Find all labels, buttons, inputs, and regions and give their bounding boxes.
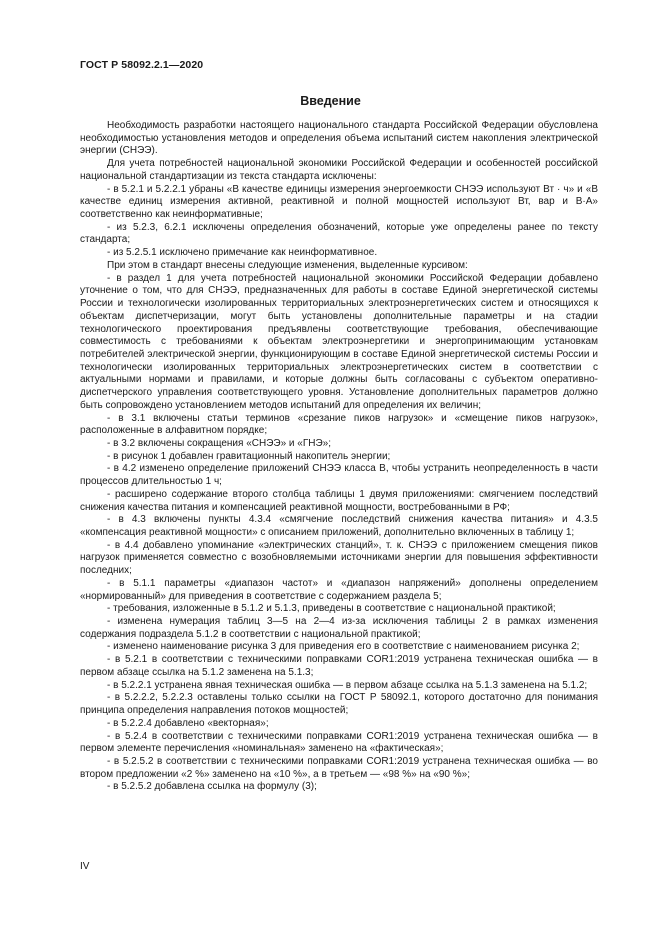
paragraph: Для учета потребностей национальной экономики Российской Федерации и особенностей российской национальной стандартизации из текста стандарта исключены: (80, 158, 598, 182)
list-item: - в раздел 1 для учета потребностей национальной экономики Российской Федерации добавлено уточнение о том, что для СНЭЭ, предназначенных для работы в составе Единой энергетической системы России и технологически изолированных территориальных электроэнергетических систем и относящихся к объектам диспетчеризации, могут быть установлены дополнительные параметры и на стадии технологического проектирования предъявлены соответствующие требования, обеспечивающие совместимость с требованиями к объектам электроэнергетики и энергопринимающим установкам потребителей электрической энергии, функционирующим в составе Единой энергетической системы России и технологически изолированных территориальных электроэнергетических систем в соответствии с актуальными нормами и правилами, и которые должны быть согласованы с субъектом оперативно-диспетчерского управления соответствующего уровня. Установление дополнительных параметров должно быть сопровождено установлением методов испытаний для определения их величин; (80, 272, 598, 411)
list-item: - из 5.2.3, 6.2.1 исключены определения обозначений, которые уже определены ранее по тексту стандарта; (80, 221, 598, 246)
list-item: - в 4.3 включены пункты 4.3.4 «смягчение последствий снижения качества питания» и 4.3.5 «компенсация реактивной мощности» с описанием приложений, дополнительно включенных в таблицу 1; (80, 514, 598, 538)
list-item: - изменено наименование рисунка 3 для приведения его в соответствие с наименованием рисунка 2; (107, 641, 580, 653)
paragraph: Необходимость разработки настоящего национального стандарта Российской Федерации обусловлена необходимостью установления методов и определения объема испытаний систем накопления электрической энергии (СНЭЭ). (80, 120, 598, 157)
list-item: - в 5.2.5.2 добавлена ссылка на формулу (3); (107, 781, 317, 793)
list-item: - в 3.1 включены статьи терминов «срезание пиков нагрузок» и «смещение пиков нагрузок», расположенные в алфавитном порядке; (80, 412, 598, 437)
list-item: - из 5.2.5.1 исключено примечание как неинформативное. (107, 247, 378, 259)
body-text (80, 120, 598, 794)
section-title: Введение (300, 94, 361, 108)
list-item: - расширено содержание второго столбца таблицы 1 двумя приложениями: смягчением последствий снижения качества питания и компенсацией реактивной мощности, востребованными в РФ; (80, 488, 598, 513)
list-item: - в 5.2.2.1 устранена явная техническая ошибка — в первом абзаце ссылка на 5.1.3 заменена на 5.1.2; (107, 679, 588, 691)
list-item: - в рисунок 1 добавлен гравитационный накопитель энергии; (107, 450, 391, 462)
list-item: - изменена нумерация таблиц 3—5 на 2—4 из-за исключения таблицы 2 в рамках изменения содержания подраздела 5.1.2 в соответствии с национальной практикой; (80, 616, 598, 640)
list-item: - в 5.2.2.2, 5.2.2.3 оставлены только ссылки на ГОСТ Р 58092.1, которого достаточно для понимания принципа определения направления потоков мощностей; (80, 692, 598, 717)
list-item: - в 5.2.1 и 5.2.2.1 убраны «В качестве единицы измерения энергоемкости СНЭЭ используют Вт · ч» и «В качестве единиц измерения активной, реактивной и полной мощностей используют Вт, вар и В·А» соответственно как неинформативные; (80, 183, 598, 221)
list-item: - в 5.2.2.4 добавлено «векторная»; (107, 717, 269, 729)
document-code: ГОСТ Р 58092.2.1—2020 (80, 59, 204, 71)
list-item: - в 5.2.4 в соответствии с техническими поправками COR1:2019 устранена техническая ошибка — в первом элементе перечисления «номинальная» заменено на «фактическая»; (80, 730, 598, 755)
list-item: - в 3.2 включены сокращения «СНЭЭ» и «ГНЭ»; (107, 437, 332, 449)
list-item: - в 5.2.5.2 в соответствии с техническими поправками COR1:2019 устранена техническая ошибка — во втором предложении «2 %» заменено на «10 %», а в третьем — «98 %» на «90 %»; (80, 755, 598, 780)
list-item: - требования, изложенные в 5.1.2 и 5.1.3, приведены в соответствие с национальной практикой; (107, 603, 556, 615)
page-number: IV (80, 861, 90, 872)
list-item: - в 4.4 добавлено упоминание «электрических станций», т. к. СНЭЭ с приложением смещения пиков нагрузок применяется совместно с возобновляемыми источниками энергии для повышения эффективности последних; (80, 539, 598, 577)
list-item: - в 5.2.1 в соответствии с техническими поправками COR1:2019 устранена техническая ошибка — в первом абзаце ссылка на 5.1.2 заменена на 5.1.3; (80, 654, 598, 678)
paragraph: При этом в стандарт внесены следующие изменения, выделенные курсивом: (107, 259, 468, 271)
list-item: - в 5.1.1 параметры «диапазон частот» и «диапазон напряжений» дополнены определением «нормированный» для приведения в соответствие с содержанием раздела 5; (80, 577, 598, 602)
list-item: - в 4.2 изменено определение приложений СНЭЭ класса B, чтобы устранить неопределенность в части процессов длительностью 1 ч; (80, 463, 598, 488)
